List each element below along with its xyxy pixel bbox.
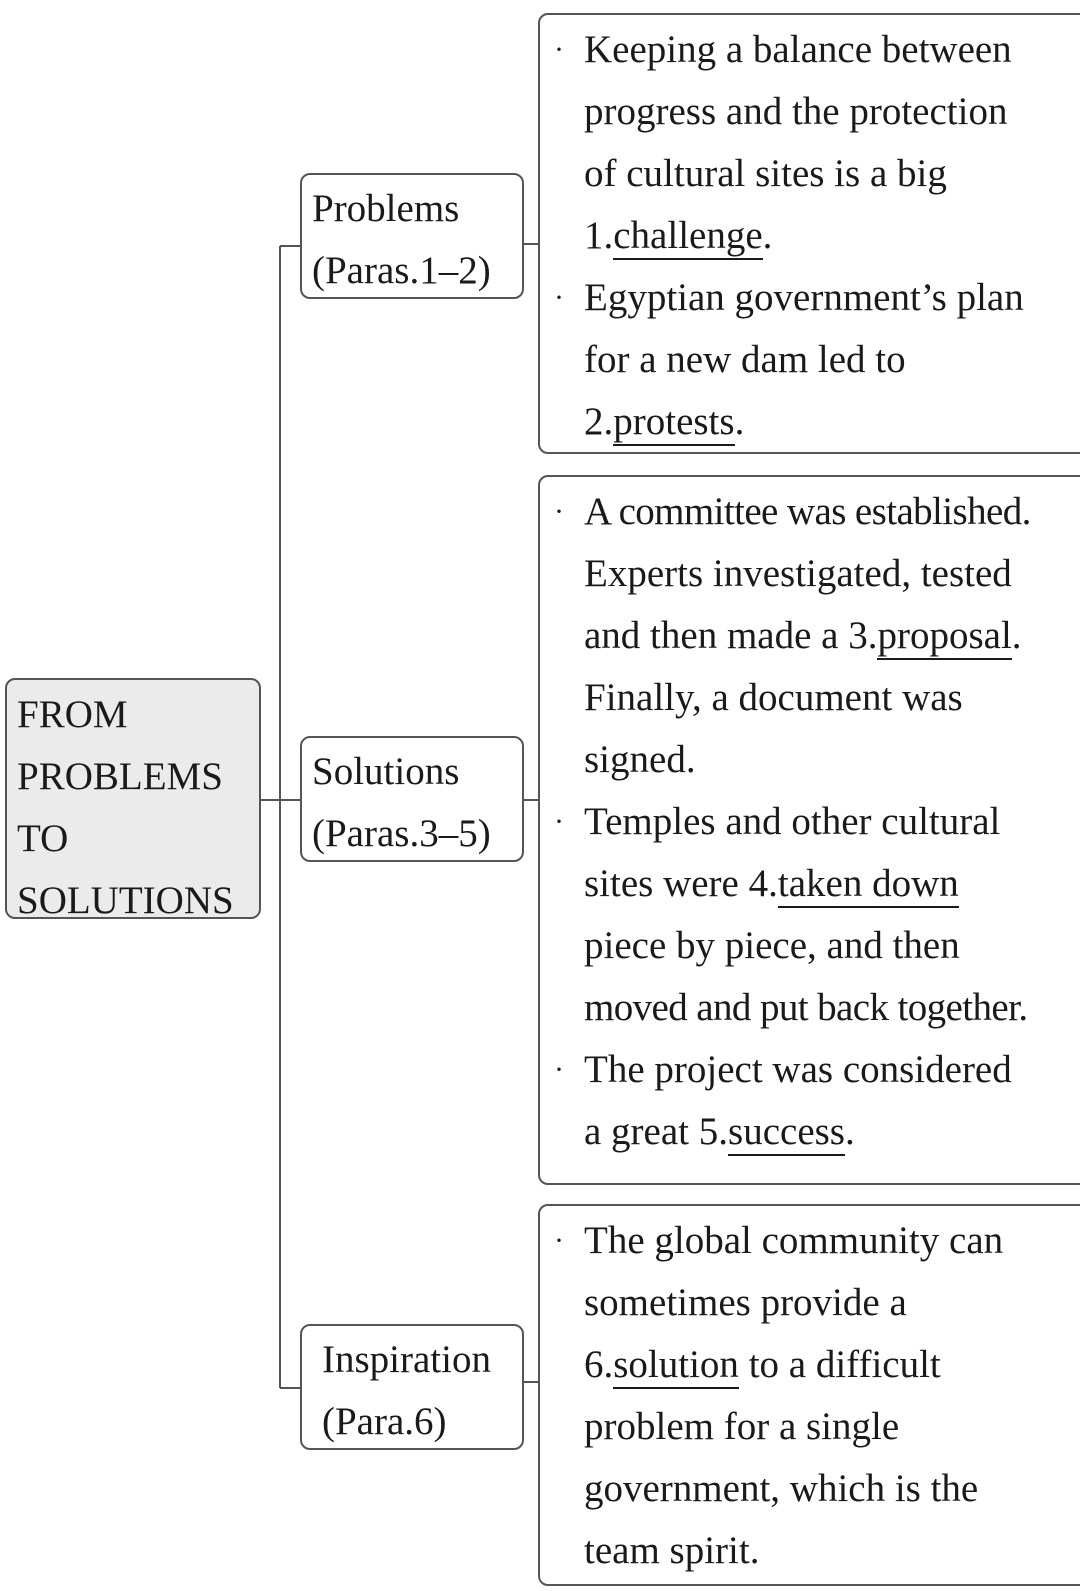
text-line: Keeping a balance between [584,28,1012,71]
text-line: problem for a single [584,1405,900,1448]
text-line: piece by piece, and then [584,924,960,967]
solutions-node [300,736,524,862]
text-line [584,1334,1080,1396]
node-paras: (Paras.3–5) [312,812,491,855]
inspiration-detail [538,1204,1080,1586]
answer-blank: solution [613,1343,739,1389]
text-line: for a new dam led to [584,338,906,381]
bullet-dot: · [554,495,564,528]
answer-blank: success [728,1110,845,1156]
root-node [5,678,261,922]
bullet-item [540,267,1080,453]
answer-blank: protests [613,400,734,446]
answer-blank: challenge [613,214,762,260]
text-fragment: to a difficult [738,1343,941,1386]
punctuation: . [1011,614,1022,657]
problems-detail [538,13,1080,454]
text-fragment: sites were [584,862,749,905]
text-line: Temples and other cultural [584,800,1001,843]
text-line: Experts investigated, tested [584,552,1012,595]
root-line: PROBLEMS [17,755,223,798]
bullet-item [540,19,1080,267]
text-line: Egyptian government’s plan [584,276,1024,319]
problems-node [300,173,524,299]
text-line: sometimes provide a [584,1281,907,1324]
text-line [584,205,1080,267]
text-line: Finally, a document was [584,676,963,719]
text-line: The project was considered [584,1048,1012,1091]
text-fragment: a great [584,1110,699,1153]
text-line [584,605,1080,667]
text-line [584,853,1080,915]
answer-blank: taken down [778,862,959,908]
blank-number: 5. [698,1110,729,1153]
root-line: SOLUTIONS [17,879,234,922]
root-line: FROM [17,693,128,736]
root-line: TO [17,817,69,860]
bullet-dot: · [554,281,564,314]
text-line: progress and the protection [584,90,1008,133]
bullet-dot: · [554,805,564,838]
text-fragment: and then made a [584,614,849,657]
text-line [584,391,1080,453]
bullet-item [540,1210,1080,1582]
bullet-dot: · [554,1053,564,1086]
blank-number: 1. [584,214,614,257]
text-line: The global community can [584,1219,1004,1262]
node-title: Problems [312,187,460,230]
bullet-item [540,791,1080,1039]
node-title: Solutions [312,750,460,793]
inspiration-node [300,1324,524,1450]
text-line [584,1101,1080,1163]
blank-number: 4. [748,862,778,905]
text-line: team spirit. [584,1529,760,1572]
text-line: signed. [584,738,696,781]
bullet-dot: · [554,1224,564,1257]
blank-number: 2. [584,400,614,443]
answer-blank: proposal [877,614,1011,660]
blank-number: 6. [584,1343,614,1386]
solutions-detail [538,475,1080,1185]
node-paras: (Paras.1–2) [312,249,491,292]
text-line: government, which is the [584,1467,979,1510]
node-paras: (Para.6) [322,1400,447,1443]
bullet-dot: · [554,33,564,66]
node-title: Inspiration [322,1338,491,1381]
text-line: of cultural sites is a big [584,152,947,195]
blank-number: 3. [848,614,878,657]
text-line: moved and put back together. [584,986,1028,1029]
bullet-item [540,481,1080,791]
bullet-item [540,1039,1080,1163]
text-line: A committee was established. [584,490,1031,533]
punctuation: . [734,400,745,443]
punctuation: . [762,214,773,257]
punctuation: . [844,1110,855,1153]
